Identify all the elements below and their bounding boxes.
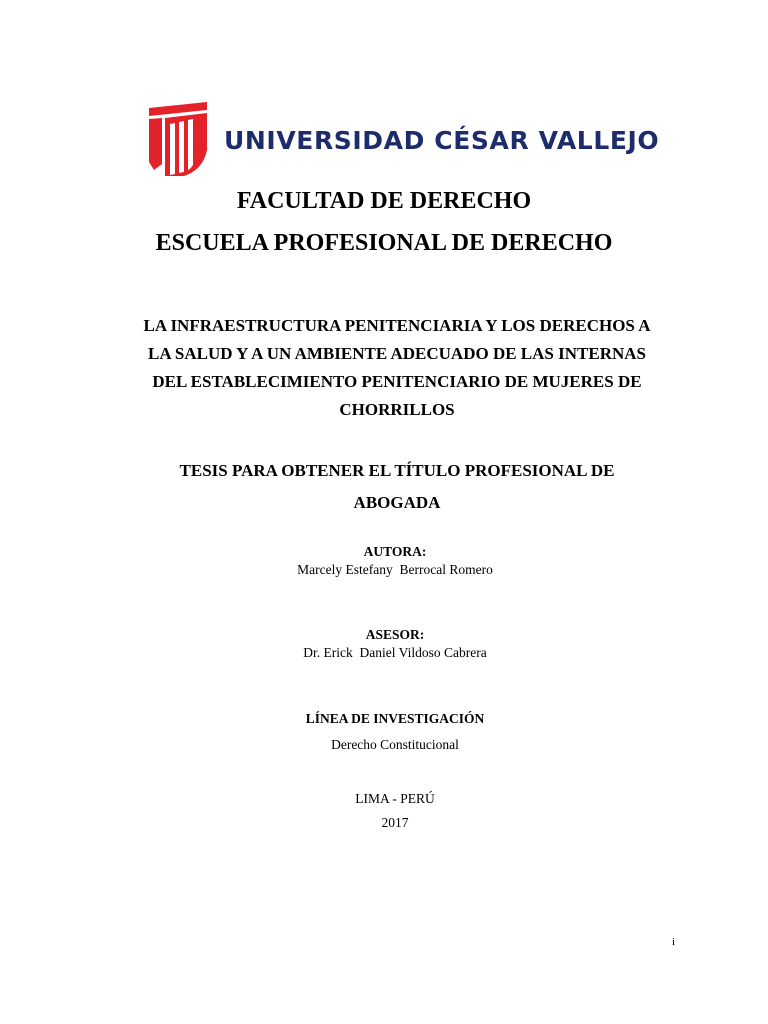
author-name: Marcely Estefany Berrocal Romero (297, 562, 493, 577)
city: LIMA - PERÚ (355, 791, 435, 806)
thesis-title-line: LA INFRAESTRUCTURA PENITENCIARIA Y LOS DERECHOS A (143, 316, 651, 335)
ucv-shield-icon (146, 102, 210, 178)
thesis-title-line: LA SALUD Y A UN AMBIENTE ADECUADO DE LAS INTERNAS (148, 344, 646, 363)
research-line-block (0, 710, 768, 754)
degree-line: TESIS PARA OBTENER EL TÍTULO PROFESIONAL DE (179, 461, 615, 480)
degree-line: ABOGADA (353, 493, 441, 512)
place-date-block (0, 787, 768, 835)
research-line-value: Derecho Constitucional (331, 737, 459, 752)
university-logo (146, 100, 659, 180)
author-block (0, 543, 768, 579)
author-label: AUTORA: (363, 544, 427, 559)
thesis-title-line: DEL ESTABLECIMIENTO PENITENCIARIO DE MUJERES DE (152, 372, 642, 391)
faculty-title: FACULTAD DE DERECHO (236, 188, 532, 214)
thesis-title (100, 312, 694, 424)
advisor-block (0, 626, 768, 662)
page-number: i (672, 936, 676, 948)
research-line-label: LÍNEA DE INVESTIGACIÓN (305, 711, 485, 726)
year: 2017 (381, 815, 409, 830)
advisor-label: ASESOR: (365, 627, 425, 642)
school-title: ESCUELA PROFESIONAL DE DERECHO (155, 230, 613, 256)
advisor-name: Dr. Erick Daniel Vildoso Cabrera (303, 645, 487, 660)
thesis-title-line: CHORRILLOS (339, 400, 455, 419)
degree-statement (100, 455, 694, 519)
university-name: UNIVERSIDAD CÉSAR VALLEJO (224, 125, 660, 155)
